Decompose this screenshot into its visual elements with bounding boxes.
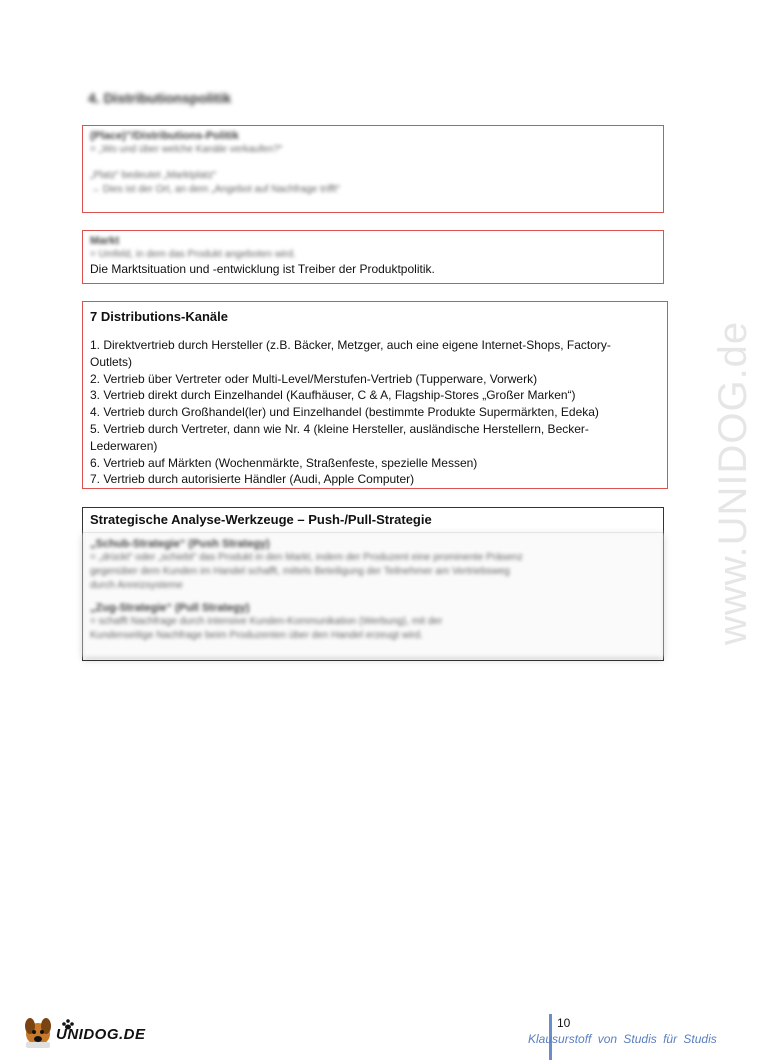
push-line-3: durch Anreizsysteme	[90, 580, 183, 591]
markt-clear-line: Die Marktsituation und -entwicklung ist Treiber der Produktpolitik.	[90, 262, 435, 276]
kanaele-item: Lederwaren)	[90, 438, 158, 453]
markt-box	[82, 230, 664, 284]
kanaele-item: 2. Vertrieb über Vertreter oder Multi-Level/Merstufen-Vertrieb (Tupperware, Vorwerk)	[90, 371, 538, 386]
place-line-3: → Dies ist der Ort, an dem „Angebot auf Nachfrage trifft“	[90, 184, 340, 195]
pull-line-1: = schafft Nachfrage durch intensive Kunden-Kommunikation (Werbung), mit der	[90, 616, 443, 627]
kanaele-item: Outlets)	[90, 354, 133, 369]
footer-tagline: Klausurstoff von Studis für Studis	[528, 1032, 717, 1046]
kanaele-box	[82, 301, 668, 489]
pull-title: „Zug-Strategie“ (Pull Strategy)	[90, 602, 250, 614]
place-line-2: „Platz“ bedeutet „Marktplatz“	[90, 170, 217, 181]
place-box	[82, 125, 664, 213]
kanaele-item: 5. Vertrieb durch Vertreter, dann wie Nr. 4 (kleine Hersteller, ausländische Herstellern, Becker-	[90, 421, 589, 436]
kanaele-item: 6. Vertrieb auf Märkten (Wochenmärkte, Straßenfeste, spezielle Messen)	[90, 455, 478, 470]
push-line-1: = „drückt“ oder „schiebt“ das Produkt in den Markt, indem der Produzent eine prominente Präsenz	[90, 552, 523, 563]
section-heading: 4. Distributionspolitik	[88, 90, 232, 106]
watermark: www.UNIDOG.de	[711, 320, 755, 645]
kanaele-item: 3. Vertrieb direkt durch Einzelhandel (Kaufhäuser, C & A, Flagship-Stores „Großer Marken“)	[90, 388, 576, 403]
kanaele-item: 7. Vertrieb durch autorisierte Händler (Audi, Apple Computer)	[90, 472, 415, 487]
pull-line-2: Kundenseitige Nachfrage beim Produzenten über den Handel erzeugt wird.	[90, 630, 423, 641]
place-box-title: (Place)"/Distributions-Politik	[90, 130, 239, 142]
logo-text: UNIDOG.DE	[56, 1026, 146, 1043]
kanaele-item: 4. Vertrieb durch Großhandel(ler) und Einzelhandel (bestimmte Produkte Supermärkten, Edeka)	[90, 405, 599, 420]
place-line-1: = „Wo und über welche Kanäle verkaufen?“	[90, 144, 283, 155]
push-title: „Schub-Strategie“ (Push Strategy)	[90, 538, 270, 550]
page-number: 10	[557, 1016, 571, 1030]
strategie-box	[82, 507, 664, 661]
push-line-2: gegenüber dem Kunden im Handel schafft, mittels Beteiligung der Teilnehmer am Vertriebsweg	[90, 566, 510, 577]
kanaele-item: 1. Direktvertrieb durch Hersteller (z.B. Bäcker, Metzger, auch eine eigene Internet-Shops, Factory-	[90, 338, 611, 352]
markt-box-title: Markt	[90, 235, 120, 247]
strategie-title: Strategische Analyse-Werkzeuge – Push-/Pull-Strategie	[83, 508, 663, 533]
kanaele-title: 7 Distributions-Kanäle	[90, 309, 228, 324]
markt-line: = Umfeld, in dem das Produkt angeboten wird.	[90, 249, 296, 260]
